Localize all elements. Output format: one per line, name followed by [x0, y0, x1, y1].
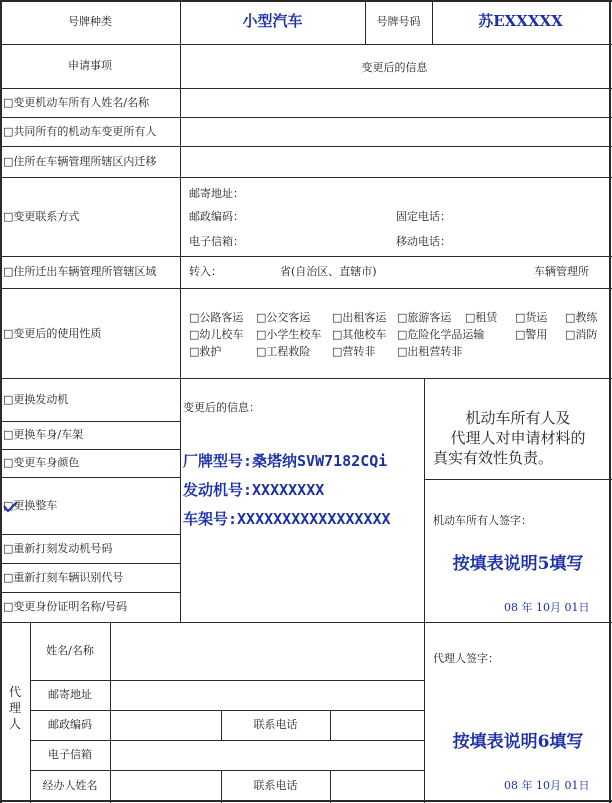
- agent-handler-phone-label: 联系电话: [253, 779, 298, 792]
- plate-type-label: 号牌种类: [68, 15, 112, 28]
- checkbox-residence-in[interactable]: □住所在车辆管理所辖区内迁移: [3, 155, 157, 168]
- usage-option[interactable]: □幼儿校车: [189, 328, 244, 341]
- agent-signature-date[interactable]: 08 年 10月 01日: [504, 779, 590, 792]
- engine-number-value[interactable]: 发动机号:XXXXXXXX: [183, 481, 325, 499]
- transfer-label: 转入：: [189, 265, 222, 278]
- usage-option[interactable]: □消防: [565, 328, 598, 341]
- email-label: 电子信箱：: [189, 235, 244, 248]
- usage-option[interactable]: □公路客运: [189, 311, 244, 324]
- checkbox-contact[interactable]: □变更联系方式: [3, 210, 80, 223]
- usage-option[interactable]: □货运: [515, 311, 548, 324]
- checkbox-reprint-vin[interactable]: □重新打刻车辆识别代号: [3, 571, 124, 584]
- usage-option[interactable]: □出租营转非: [397, 345, 463, 358]
- checkbox-color[interactable]: □变更车身颜色: [3, 456, 80, 469]
- checkbox-body[interactable]: □更换车身/车架: [3, 428, 84, 441]
- plate-type-value[interactable]: 小型汽车: [242, 12, 303, 30]
- checkbox-id-change[interactable]: □变更身份证明名称/号码: [3, 600, 128, 613]
- transfer-province: 省(自治区、直辖市): [280, 265, 377, 278]
- check-mark-icon: [2, 500, 18, 514]
- frame-number-value[interactable]: 车架号:XXXXXXXXXXXXXXXXX: [183, 510, 391, 528]
- declaration-line-1: 机动车所有人及: [465, 409, 571, 427]
- agent-mail-label: 邮寄地址: [48, 688, 92, 701]
- agent-signature-label: 代理人签字：: [433, 652, 499, 665]
- usage-option[interactable]: □出租客运: [332, 311, 387, 324]
- owner-signature-label: 机动车所有人签字：: [433, 514, 532, 527]
- agent-email-label: 电子信箱: [48, 748, 92, 761]
- transfer-office: 车辆管理所: [534, 265, 589, 278]
- agent-signature-note[interactable]: 按填表说明6填写: [452, 732, 584, 752]
- usage-option[interactable]: □营转非: [332, 345, 376, 358]
- agent-side-label: 代理人: [8, 685, 21, 731]
- declaration-line-3: 真实有效性负责。: [433, 449, 554, 467]
- checkbox-reprint-engine[interactable]: □重新打刻发动机号码: [3, 542, 113, 555]
- postcode-label: 邮政编码：: [189, 210, 244, 223]
- mobile-label: 移动电话：: [396, 235, 451, 248]
- declaration-line-2: 代理人对申请材料的: [450, 429, 586, 447]
- checkbox-engine[interactable]: □更换发动机: [3, 393, 69, 406]
- mail-address-label: 邮寄地址：: [189, 187, 244, 200]
- checkbox-whole[interactable]: □更换整车: [3, 499, 58, 512]
- agent-handler-label: 经办人姓名: [42, 779, 98, 792]
- checkbox-residence-out[interactable]: □住所迁出车辆管理所管辖区域: [3, 265, 157, 278]
- agent-name-label: 姓名/名称: [46, 644, 94, 657]
- changed-info-header: 变更后的信息: [361, 61, 428, 74]
- usage-option[interactable]: □旅游客运: [397, 311, 452, 324]
- usage-option[interactable]: □危险化学品运输: [397, 328, 485, 341]
- phone-label: 固定电话：: [396, 210, 451, 223]
- owner-signature-date[interactable]: 08 年 10月 01日: [504, 601, 590, 614]
- plate-no-value[interactable]: 苏EXXXXX: [478, 12, 563, 30]
- usage-option[interactable]: □小学生校车: [256, 328, 322, 341]
- agent-postcode-label: 邮政编码: [48, 718, 92, 731]
- checkbox-joint-owner[interactable]: □共同所有的机动车变更所有人: [3, 125, 157, 138]
- usage-option[interactable]: □警用: [515, 328, 548, 341]
- changed-info-label: 变更后的信息：: [183, 401, 260, 414]
- agent-phone-label: 联系电话: [253, 718, 298, 731]
- checkbox-usage[interactable]: □变更后的使用性质: [3, 327, 102, 340]
- usage-option[interactable]: □公交客运: [256, 311, 311, 324]
- checkbox-owner-name[interactable]: □变更机动车所有人姓名/名称: [3, 96, 150, 109]
- usage-option[interactable]: □工程救险: [256, 345, 311, 358]
- plate-no-label: 号牌号码: [376, 15, 421, 28]
- usage-option[interactable]: □教练: [565, 311, 598, 324]
- usage-option[interactable]: □救护: [189, 345, 222, 358]
- usage-option[interactable]: □其他校车: [332, 328, 387, 341]
- model-value[interactable]: 厂牌型号:桑塔纳SVW7182CQi: [183, 452, 388, 470]
- items-header: 申请事项: [68, 59, 112, 72]
- owner-signature-note[interactable]: 按填表说明5填写: [452, 554, 584, 574]
- usage-option[interactable]: □租赁: [465, 311, 498, 324]
